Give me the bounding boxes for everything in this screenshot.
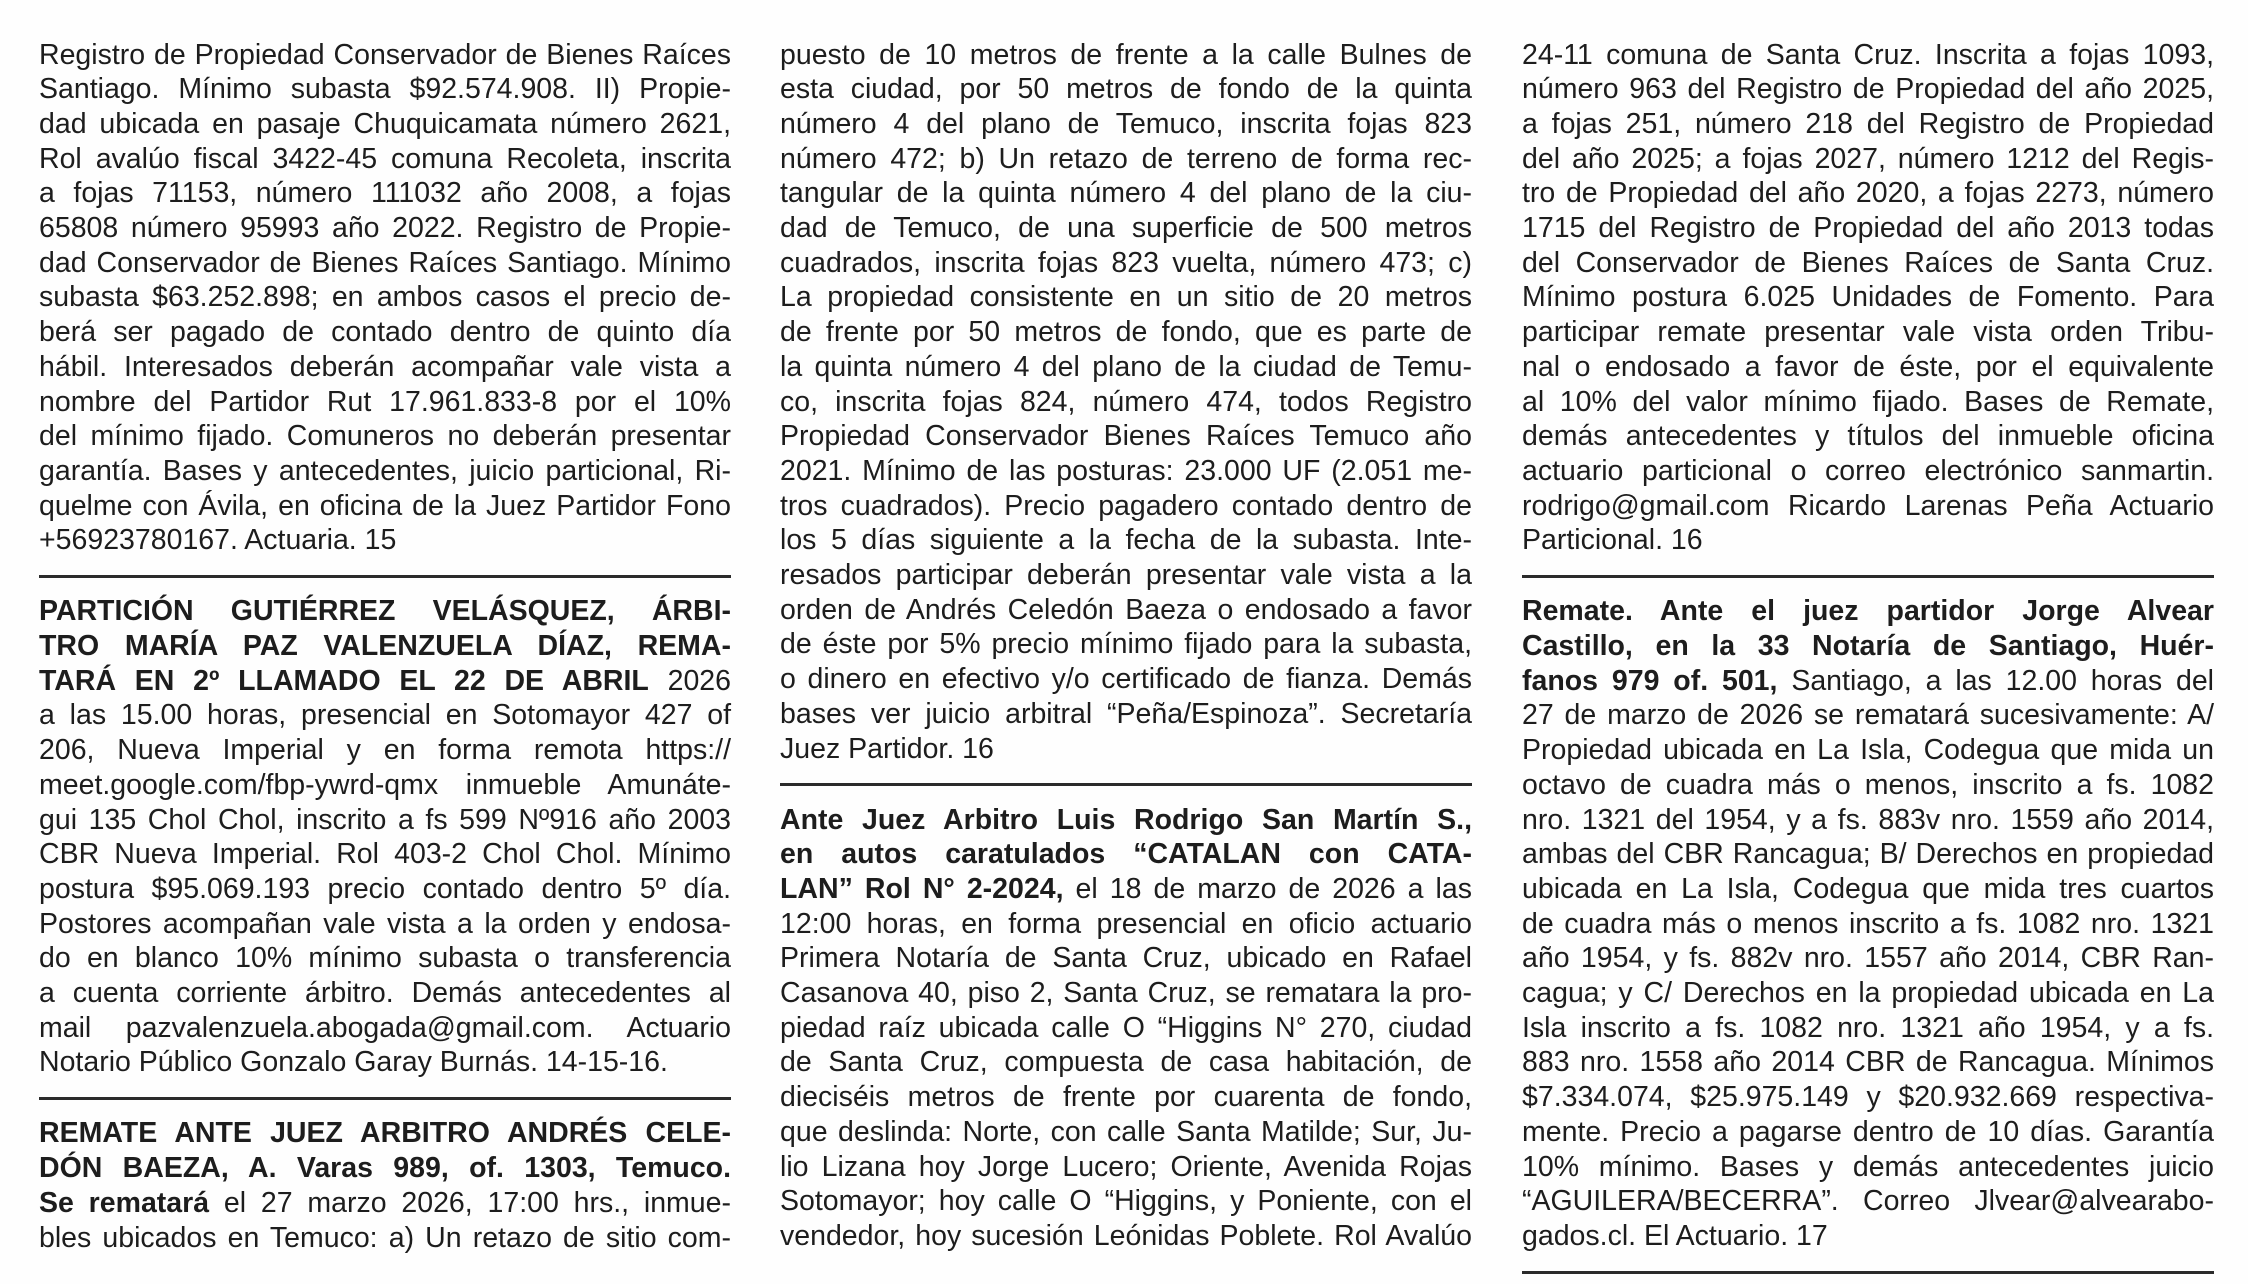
text-line [780, 1115, 1472, 1150]
line-text: Isla inscrito a fs. 1082 nro. 1321 año 1954, y a fs. [1522, 1011, 2214, 1044]
line-text: 65808 número 95993 año 2022. Registro de Propie- [39, 212, 731, 245]
text-line [1522, 1150, 2214, 1185]
bold-heading-text: PARTICIÓN GUTIÉRREZ VELÁSQUEZ, ÁRBI- [39, 595, 731, 628]
column-1 [39, 38, 731, 1256]
line-text: dad ubicada en pasaje Chuquicamata número 2621, [39, 107, 731, 140]
line-text: el 18 de marzo de 2026 a las [1063, 872, 1472, 905]
line-text: participar remate presentar vale vista orden Tribu- [1522, 316, 2214, 349]
text-line [1522, 1080, 2214, 1115]
notice-particion-gutierrez-velasquez [39, 594, 731, 1080]
bold-heading-text: fanos 979 of. 501, [1522, 664, 1778, 697]
notice-divider [1522, 1271, 2214, 1274]
line-text: gui 135 Chol Chol, inscrito a fs 599 Nº916 año 2003 [39, 803, 731, 836]
text-line [39, 664, 731, 699]
line-text: del año 2025; a fojas 2027, número 1212 del Regis- [1522, 142, 2214, 175]
text-line [39, 1151, 731, 1186]
text-line [780, 732, 1472, 767]
text-line [39, 211, 731, 246]
column-2 [780, 38, 1472, 1254]
line-text: Mínimo postura 6.025 Unidades de Fomento. Para [1522, 281, 2214, 314]
line-text: +56923780167. Actuaria. 15 [39, 524, 397, 557]
line-text: La propiedad consistente en un sitio de 20 metros [780, 281, 1472, 314]
bold-heading-text: DÓN BAEZA, A. Varas 989, of. 1303, Temuco. [39, 1152, 731, 1185]
line-text: vendedor, hoy sucesión Leónidas Poblete. Rol Avalúo [780, 1220, 1472, 1252]
line-text: cagua; y C/ Derechos en la propiedad ubicada en La [1522, 977, 2214, 1010]
text-line [1522, 768, 2214, 803]
text-line [1522, 1045, 2214, 1080]
line-text: al 10% del valor mínimo fijado. Bases de Remate, [1522, 385, 2214, 418]
column-3 [1522, 38, 2214, 1274]
text-line [1522, 594, 2214, 629]
line-text: tangular de la quinta número 4 del plano de la ciu- [780, 177, 1472, 210]
line-text: Santiago. Mínimo subasta $92.574.908. II) Propie- [39, 73, 731, 106]
text-line [1522, 872, 2214, 907]
text-line [780, 211, 1472, 246]
text-line [780, 1150, 1472, 1185]
bold-heading-text: LAN” Rol N° 2-2024, [780, 872, 1064, 905]
line-text: orden de Andrés Celedón Baeza o endosado a favor [780, 593, 1472, 626]
line-text: Primera Notaría de Santa Cruz, ubicado en Rafael [780, 942, 1472, 975]
line-text: garantía. Bases y antecedentes, juicio particional, Ri- [39, 454, 731, 487]
text-line [1522, 246, 2214, 281]
line-text: octavo de cuadra más o menos, inscrito a fs. 1082 [1522, 768, 2214, 801]
text-line [780, 662, 1472, 697]
text-line [780, 523, 1472, 558]
text-line [1522, 142, 2214, 177]
text-line [780, 454, 1472, 489]
text-line [39, 1186, 731, 1221]
line-text: mente. Precio a pagarse dentro de 10 días. Garantía [1522, 1115, 2214, 1148]
line-text: Juez Partidor. 16 [780, 732, 994, 765]
line-text: Casanova 40, piso 2, Santa Cruz, se rematara la pro- [780, 977, 1472, 1010]
text-line [1522, 976, 2214, 1011]
text-line [39, 629, 731, 664]
text-line [1522, 1011, 2214, 1046]
line-text: CBR Nueva Imperial. Rol 403-2 Chol Chol. Mínimo [39, 838, 731, 871]
line-text: a las 15.00 horas, presencial en Sotomayor 427 of [39, 699, 731, 732]
line-text: bles ubicados en Temuco: a) Un retazo de sitio com- [39, 1221, 731, 1254]
text-line [1522, 664, 2214, 699]
text-line [1522, 280, 2214, 315]
text-line [780, 176, 1472, 211]
line-text: tro de Propiedad del año 2020, a fojas 2273, número [1522, 177, 2214, 210]
line-text: hábil. Interesados deberán acompañar vale vista a [39, 350, 731, 383]
text-line [1522, 419, 2214, 454]
line-text: dad Conservador de Bienes Raíces Santiago. Mínimo [39, 246, 731, 279]
line-text: nal o endosado a favor de éste, por el equivalente [1522, 350, 2214, 383]
line-text: 206, Nueva Imperial y en forma remota https:// [39, 734, 731, 767]
line-text: cuadrados, inscrita fojas 823 vuelta, número 473; c) [780, 246, 1472, 279]
line-text: co, inscrita fojas 824, número 474, todos Registro [780, 385, 1472, 418]
line-text: o dinero en efectivo y/o certificado de fianza. Demás [780, 663, 1472, 696]
line-text: nombre del Partidor Rut 17.961.833-8 por el 10% [39, 385, 731, 418]
line-text: Rol avalúo fiscal 3422-45 comuna Recoleta, inscrita [39, 142, 731, 175]
text-line [39, 1116, 731, 1151]
text-line [780, 419, 1472, 454]
bold-heading-text: Castillo, en la 33 Notaría de Santiago, Huér- [1522, 630, 2214, 663]
text-line [780, 280, 1472, 315]
line-text: el 27 marzo 2026, 17:00 hrs., inmue- [209, 1186, 731, 1219]
text-line [39, 1221, 731, 1256]
text-line [780, 627, 1472, 662]
line-text: número 4 del plano de Temuco, inscrita fojas 823 [780, 107, 1472, 140]
text-line [780, 385, 1472, 420]
text-line [39, 872, 731, 907]
text-line [39, 142, 731, 177]
line-text: a fojas 71153, número 111032 año 2008, a fojas [39, 177, 731, 210]
line-text: de frente por 50 metros de fondo, que es parte de [780, 316, 1472, 349]
line-text: ubicada en La Isla, Codegua que mida tres cuartos [1522, 872, 2214, 905]
line-text: número 963 del Registro de Propiedad del año 2025, [1522, 73, 2214, 106]
notice-catalan-con-catalan [780, 803, 1472, 1254]
notice-divider [780, 783, 1472, 786]
notice-continued-temuco-lots [780, 38, 1472, 767]
text-line [780, 697, 1472, 732]
text-line [1522, 1115, 2214, 1150]
text-line [780, 1184, 1472, 1219]
text-line [39, 1045, 731, 1080]
line-text: 2026 [648, 664, 731, 697]
text-line [39, 246, 731, 281]
text-line [39, 733, 731, 768]
text-line [39, 419, 731, 454]
line-text: Santiago, a las 12.00 horas del [1777, 664, 2214, 697]
bold-heading-text: Ante Juez Arbitro Luis Rodrigo San Martín S., [780, 803, 1472, 836]
text-line [39, 107, 731, 142]
text-line [39, 350, 731, 385]
notice-divider [39, 575, 731, 578]
notice-divider [39, 1097, 731, 1100]
text-line [1522, 176, 2214, 211]
text-line [1522, 211, 2214, 246]
text-line [780, 837, 1472, 872]
text-line [39, 698, 731, 733]
line-text: “AGUILERA/BECERRA”. Correo Jlvear@alvearabo- [1522, 1185, 2214, 1218]
line-text: lio Lizana hoy Jorge Lucero; Oriente, Avenida Rojas [780, 1150, 1472, 1183]
line-text: meet.google.com/fbp-ywrd-qmx inmueble Amunáte- [39, 768, 731, 801]
line-text: 10% mínimo. Bases y demás antecedentes juicio [1522, 1150, 2214, 1183]
text-line [780, 38, 1472, 73]
text-line [780, 315, 1472, 350]
line-text: 883 nro. 1558 año 2014 CBR de Rancagua. Mínimos [1522, 1046, 2214, 1079]
text-line [1522, 629, 2214, 664]
line-text: Sotomayor; hoy calle O “Higgins, y Poniente, con el [780, 1185, 1472, 1218]
text-line [780, 1011, 1472, 1046]
line-text: de cuadra más o menos inscrito a fs. 1082 nro. 1321 [1522, 907, 2214, 940]
line-text: puesto de 10 metros de frente a la calle Bulnes de [780, 38, 1472, 71]
line-text: $7.334.074, $25.975.149 y $20.932.669 respectiva- [1522, 1081, 2214, 1114]
text-line [39, 280, 731, 315]
text-line [780, 872, 1472, 907]
line-text: demás antecedentes y títulos del inmueble oficina [1522, 420, 2214, 453]
text-line [39, 176, 731, 211]
line-text: Propiedad ubicada en La Isla, Codegua que mida un [1522, 734, 2214, 767]
line-text: postura $95.069.193 precio contado dentro 5º día. [39, 872, 731, 905]
text-line [39, 941, 731, 976]
line-text: 24-11 comuna de Santa Cruz. Inscrita a fojas 1093, [1522, 38, 2214, 71]
notice-divider [1522, 575, 2214, 578]
text-line [780, 350, 1472, 385]
line-text: dieciséis metros de frente por cuarenta de fondo, [780, 1081, 1472, 1114]
text-line [1522, 489, 2214, 524]
line-text: 1715 del Registro de Propiedad del año 2013 todas [1522, 212, 2214, 245]
bold-heading-text: Se rematará [39, 1186, 210, 1219]
line-text: Propiedad Conservador Bienes Raíces Temuco año [780, 420, 1472, 453]
text-line [1522, 1219, 2214, 1254]
text-line [1522, 907, 2214, 942]
text-line [39, 803, 731, 838]
line-text: gados.cl. El Actuario. 17 [1522, 1220, 1828, 1252]
text-line [1522, 523, 2214, 558]
line-text: dad de Temuco, de una superficie de 500 metros [780, 212, 1472, 245]
text-line [39, 385, 731, 420]
text-line [780, 1219, 1472, 1254]
text-line [780, 107, 1472, 142]
line-text: Notario Público Gonzalo Garay Burnás. 14-15-16. [39, 1046, 668, 1079]
text-line [39, 976, 731, 1011]
text-line [780, 976, 1472, 1011]
line-text: esta ciudad, por 50 metros de fondo de la quinta [780, 73, 1472, 106]
text-line [39, 837, 731, 872]
line-text: nro. 1321 del 1954, y a fs. 883v nro. 1559 año 2014, [1522, 803, 2214, 836]
text-line [39, 594, 731, 629]
text-line [780, 907, 1472, 942]
line-text: de éste por 5% precio mínimo fijado para la subasta, [780, 628, 1472, 661]
line-text: a fojas 251, número 218 del Registro de Propiedad [1522, 107, 2214, 140]
line-text: rodrigo@gmail.com Ricardo Larenas Peña Actuario [1522, 489, 2214, 522]
line-text: año 1954, y fs. 882v nro. 1557 año 2014, CBR Ran- [1522, 942, 2214, 975]
text-line [1522, 350, 2214, 385]
text-line [1522, 72, 2214, 107]
text-line [39, 315, 731, 350]
bold-heading-text: REMATE ANTE JUEZ ARBITRO ANDRÉS CELE- [39, 1117, 731, 1150]
line-text: del Conservador de Bienes Raíces de Santa Cruz. [1522, 246, 2214, 279]
line-text: los 5 días siguiente a la fecha de la subasta. Inte- [780, 524, 1472, 557]
text-line [1522, 315, 2214, 350]
line-text: Postores acompañan vale vista a la orden y endosa- [39, 907, 731, 940]
line-text: Particional. 16 [1522, 524, 1703, 557]
bold-heading-text: Remate. Ante el juez partidor Jorge Alvear [1522, 595, 2214, 628]
text-line [1522, 837, 2214, 872]
line-text: 12:00 horas, en forma presencial en oficio actuario [780, 907, 1472, 940]
text-line [780, 1045, 1472, 1080]
text-line [780, 1080, 1472, 1115]
line-text: piedad raíz ubicada calle O “Higgins N° 270, ciudad [780, 1011, 1472, 1044]
text-line [1522, 454, 2214, 489]
line-text: ambas del CBR Rancagua; B/ Derechos en propiedad [1522, 838, 2214, 871]
text-line [1522, 38, 2214, 73]
text-line [39, 1011, 731, 1046]
notice-continued-santa-cruz [1522, 38, 2214, 559]
line-text: la quinta número 4 del plano de la ciudad de Temu- [780, 350, 1472, 383]
line-text: número 472; b) Un retazo de terreno de forma rec- [780, 142, 1472, 175]
line-text: quelme con Ávila, en oficina de la Juez Partidor Fono [39, 489, 731, 522]
notice-remate-andres-celedon-baeza [39, 1116, 731, 1255]
line-text: del mínimo fijado. Comuneros no deberán presentar [39, 420, 731, 453]
line-text: mail pazvalenzuela.abogada@gmail.com. Actuario [39, 1011, 731, 1044]
bold-heading-text: TARÁ EN 2º LLAMADO EL 22 DE ABRIL [39, 664, 649, 697]
line-text: bases ver juicio arbitral “Peña/Espinoza”. Secretaría [780, 697, 1472, 730]
text-line [780, 246, 1472, 281]
notice-continued-santiago-properties [39, 38, 731, 559]
line-text: Registro de Propiedad Conservador de Bienes Raíces [39, 38, 731, 71]
text-line [1522, 803, 2214, 838]
text-line [1522, 941, 2214, 976]
line-text: berá ser pagado de contado dentro de quinto día [39, 316, 731, 349]
text-line [39, 523, 731, 558]
text-line [1522, 733, 2214, 768]
line-text: tros cuadrados). Precio pagadero contado dentro de [780, 489, 1472, 522]
text-line [780, 941, 1472, 976]
text-line [39, 907, 731, 942]
line-text: 27 de marzo de 2026 se rematará sucesivamente: A/ [1522, 699, 2214, 732]
text-line [1522, 698, 2214, 733]
text-line [780, 593, 1472, 628]
line-text: resados participar deberán presentar vale vista a la [780, 559, 1472, 592]
text-line [39, 768, 731, 803]
text-line [1522, 385, 2214, 420]
line-text: subasta $63.252.898; en ambos casos el precio de- [39, 281, 731, 314]
line-text: de Santa Cruz, compuesta de casa habitación, de [780, 1046, 1472, 1079]
text-line [780, 142, 1472, 177]
notice-remate-jorge-alvear-castillo [1522, 594, 2214, 1253]
bold-heading-text: TRO MARÍA PAZ VALENZUELA DÍAZ, REMA- [39, 630, 731, 663]
text-line [39, 72, 731, 107]
line-text: do en blanco 10% mínimo subasta o transferencia [39, 942, 731, 975]
text-line [39, 38, 731, 73]
text-line [780, 558, 1472, 593]
line-text: a cuenta corriente árbitro. Demás antecedentes al [39, 977, 731, 1010]
text-line [39, 489, 731, 524]
text-line [780, 803, 1472, 838]
text-line [780, 489, 1472, 524]
text-line [39, 454, 731, 489]
text-line [780, 72, 1472, 107]
line-text: actuario particional o correo electrónico sanmartin. [1522, 454, 2214, 487]
text-line [1522, 107, 2214, 142]
text-line [1522, 1184, 2214, 1219]
line-text: que deslinda: Norte, con calle Santa Matilde; Sur, Ju- [780, 1115, 1472, 1148]
bold-heading-text: en autos caratulados “CATALAN con CATA- [780, 838, 1472, 871]
line-text: 2021. Mínimo de las posturas: 23.000 UF (2.051 me- [780, 454, 1472, 487]
